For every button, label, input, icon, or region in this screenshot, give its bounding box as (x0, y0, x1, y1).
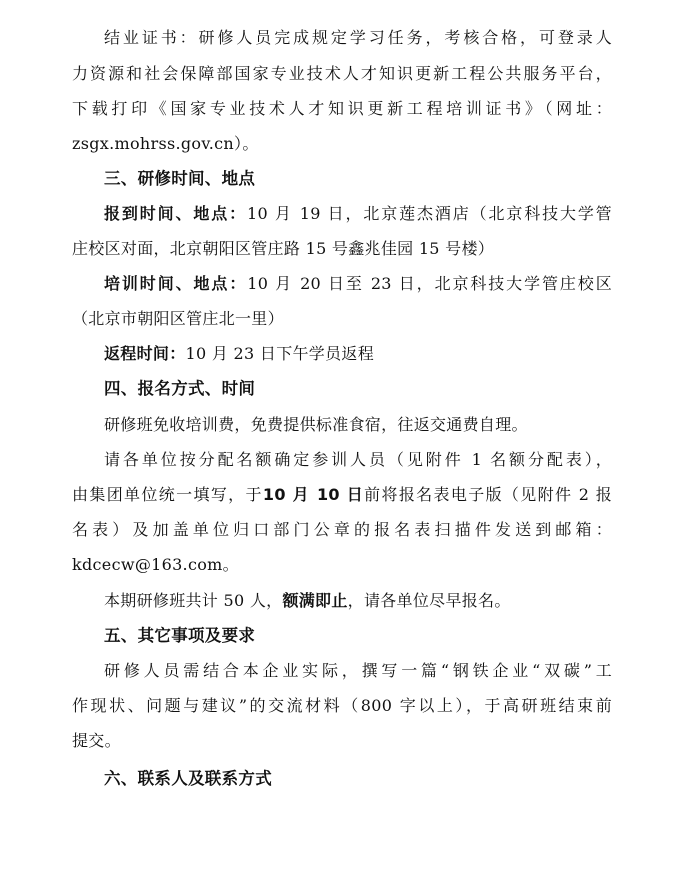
section-heading-contact: 六、联系人及联系方式 (104, 769, 272, 788)
registration-full-notice: 额满即止 (282, 591, 348, 610)
registration-email: kdcecw@163.com。 (72, 555, 239, 574)
registration-p3-text-a: 本期研修班共计 50 人， (104, 591, 283, 610)
return-text: 10 月 23 日下午学员返程 (185, 344, 374, 363)
registration-p3 (104, 589, 612, 613)
return-line (104, 342, 612, 366)
checkin-text: 10 月 19 日，北京莲杰酒店（北京科技大学管 (246, 204, 612, 223)
training-text: 10 月 20 日至 23 日，北京科技大学管庄校区 (247, 274, 612, 293)
certificate-line-2: 力资源和社会保障部国家专业技术人才知识更新工程公共服务平台， (72, 64, 612, 83)
section-heading-registration: 四、报名方式、时间 (104, 379, 256, 398)
registration-p1: 研修班免收培训费，免费提供标准食宿，往返交通费自理。 (104, 415, 528, 434)
certificate-line-4: zsgx.mohrss.gov.cn）。 (72, 134, 259, 153)
checkin-line (104, 202, 612, 226)
other-line-3: 提交。 (72, 731, 121, 750)
certificate-line-3: 下载打印《国家专业技术人才知识更新工程培训证书》（网址： (72, 99, 612, 118)
training-line (104, 272, 612, 296)
registration-deadline: 10 月 10 日 (262, 485, 365, 504)
section-heading-time-place: 三、研修时间、地点 (104, 169, 256, 188)
registration-p2-line-2 (72, 483, 612, 507)
section-heading-other: 五、其它事项及要求 (104, 626, 256, 645)
registration-p2-text-b: 前将报名表电子版（见附件 2 报 (364, 485, 612, 504)
checkin-label: 报到时间、地点： (104, 204, 247, 223)
certificate-line-1: 结业证书：研修人员完成规定学习任务，考核合格，可登录人 (104, 28, 612, 47)
other-line-2: 作现状、问题与建议”的交流材料（800 字以上），于高研班结束前 (72, 696, 612, 715)
checkin-line-cont: 庄校区对面，北京朝阳区管庄路 15 号鑫兆佳园 15 号楼） (72, 239, 495, 258)
other-line-1: 研修人员需结合本企业实际，撰写一篇“钢铁企业“双碳”工 (104, 661, 612, 680)
training-label: 培训时间、地点： (104, 274, 248, 293)
registration-p2-line-1: 请各单位按分配名额确定参训人员（见附件 1 名额分配表）， (104, 450, 612, 469)
registration-p2-line-3: 名表）及加盖单位归口部门公章的报名表扫描件发送到邮箱： (72, 520, 612, 539)
training-line-cont: （北京市朝阳区管庄北一里） (72, 309, 284, 328)
return-label: 返程时间： (104, 344, 186, 363)
registration-p3-text-b: ，请各单位尽早报名。 (347, 591, 511, 610)
registration-p2-text-a: 由集团单位统一填写，于 (72, 485, 263, 504)
